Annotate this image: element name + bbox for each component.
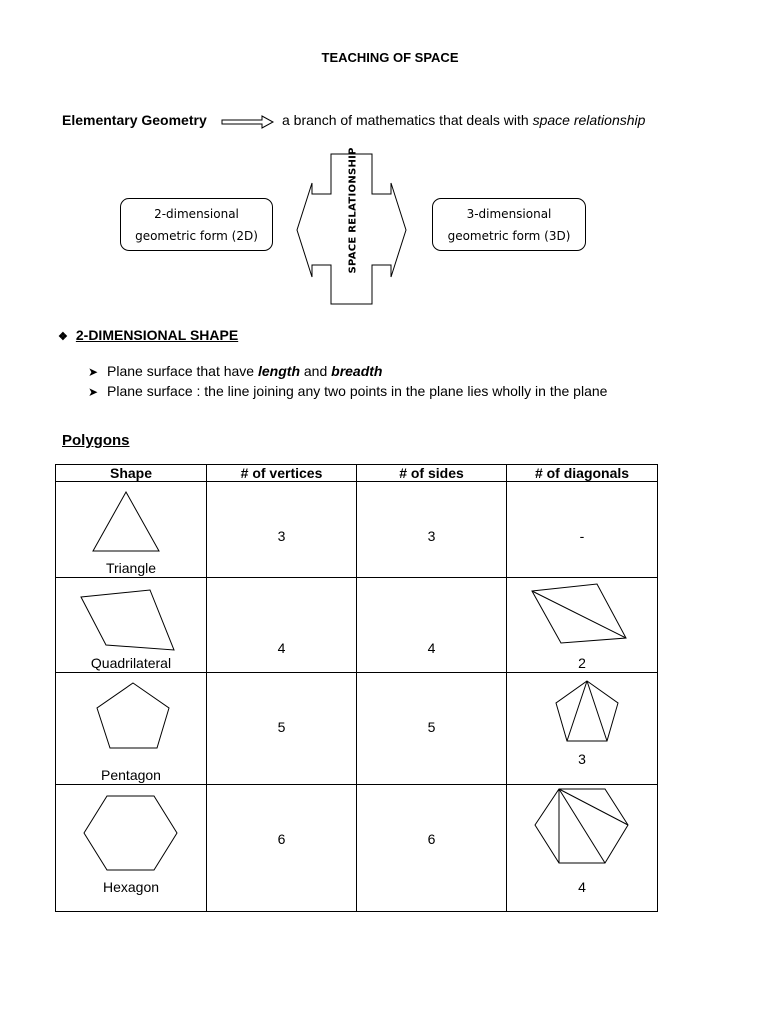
sides-value: 3 <box>427 528 436 544</box>
sides-cell <box>357 673 507 785</box>
vertices-value: 4 <box>277 640 286 656</box>
diagonals-value: 4 <box>578 879 586 895</box>
bullet-text: Plane surface : the line joining any two points in the plane lies wholly in the plane <box>107 383 608 399</box>
polygons-heading: Polygons <box>62 432 130 449</box>
triangle-icon <box>92 490 162 554</box>
hexagon-icon <box>83 794 179 872</box>
sides-cell <box>357 785 507 912</box>
vertices-value: 3 <box>277 528 286 544</box>
shape-cell <box>56 482 207 578</box>
bullet-text: Plane surface that have <box>107 363 255 379</box>
arrowhead-bullet-icon: ➤ <box>88 385 99 399</box>
table-header-row <box>56 465 658 482</box>
column-header: # of sides <box>357 465 507 482</box>
diagonals-cell <box>507 482 658 578</box>
diagonals-cell <box>507 785 658 912</box>
box-3d-line1: 3-dimensional <box>466 207 552 221</box>
table-row <box>56 673 658 785</box>
shape-cell <box>56 785 207 912</box>
pentagon-icon <box>96 681 172 751</box>
vertices-value: 6 <box>277 831 286 847</box>
shape-name: Pentagon <box>101 767 161 783</box>
vertices-cell <box>207 673 357 785</box>
quadrilateral-icon <box>80 589 176 653</box>
section-heading <box>58 327 238 343</box>
box-2d-form <box>120 198 273 251</box>
sides-value: 4 <box>427 640 436 656</box>
bullet-item <box>88 383 607 399</box>
column-header: # of diagonals <box>507 465 658 482</box>
box-3d-form <box>432 198 586 251</box>
box-2d-line1: 2-dimensional <box>154 207 239 221</box>
shape-cell <box>56 578 207 673</box>
pentagon-diagonals-icon <box>555 679 621 743</box>
table-row <box>56 578 658 673</box>
diagonals-value: - <box>579 528 585 544</box>
vertices-value: 5 <box>277 719 286 735</box>
shape-cell <box>56 673 207 785</box>
bullet-emphasis: breadth <box>331 363 383 379</box>
bullet-emphasis: length <box>258 363 300 379</box>
sides-value: 6 <box>427 831 436 847</box>
term-definition <box>282 112 645 128</box>
table-row <box>56 785 658 912</box>
diagonals-cell <box>507 673 658 785</box>
box-3d-line2: geometric form (3D) <box>447 229 571 243</box>
sides-value: 5 <box>427 719 436 735</box>
bullet-text: and <box>303 363 328 379</box>
diagonals-value: 2 <box>578 655 586 671</box>
diamond-bullet-icon: ❖ <box>58 331 68 343</box>
hexagon-diagonals-icon <box>534 787 630 867</box>
sides-cell <box>357 482 507 578</box>
vertices-cell <box>207 785 357 912</box>
definition-text: a branch of mathematics that deals with <box>282 112 529 128</box>
quadrilateral-diagonals-icon <box>531 583 629 647</box>
right-arrow-icon <box>221 115 275 129</box>
vertices-cell <box>207 578 357 673</box>
shape-name: Quadrilateral <box>90 655 172 671</box>
diagonals-cell <box>507 578 658 673</box>
arrowhead-bullet-icon: ➤ <box>88 365 99 379</box>
sides-cell <box>357 578 507 673</box>
vertices-cell <box>207 482 357 578</box>
polygons-table <box>55 464 658 912</box>
page-title: TEACHING OF SPACE <box>321 50 459 65</box>
table-row <box>56 482 658 578</box>
box-2d-line2: geometric form (2D) <box>135 229 258 243</box>
column-header: # of vertices <box>207 465 357 482</box>
shape-name: Triangle <box>105 560 157 576</box>
section-heading-text: 2-DIMENSIONAL SHAPE <box>75 327 239 343</box>
term-label: Elementary Geometry <box>62 112 207 128</box>
bullet-item <box>88 363 382 379</box>
column-header: Shape <box>56 465 207 482</box>
diagonals-value: 3 <box>578 751 586 767</box>
definition-emphasis: space relationship <box>532 112 646 128</box>
shape-name: Hexagon <box>102 879 160 895</box>
space-relationship-label: SPACE RELATIONSHIP <box>347 147 359 274</box>
